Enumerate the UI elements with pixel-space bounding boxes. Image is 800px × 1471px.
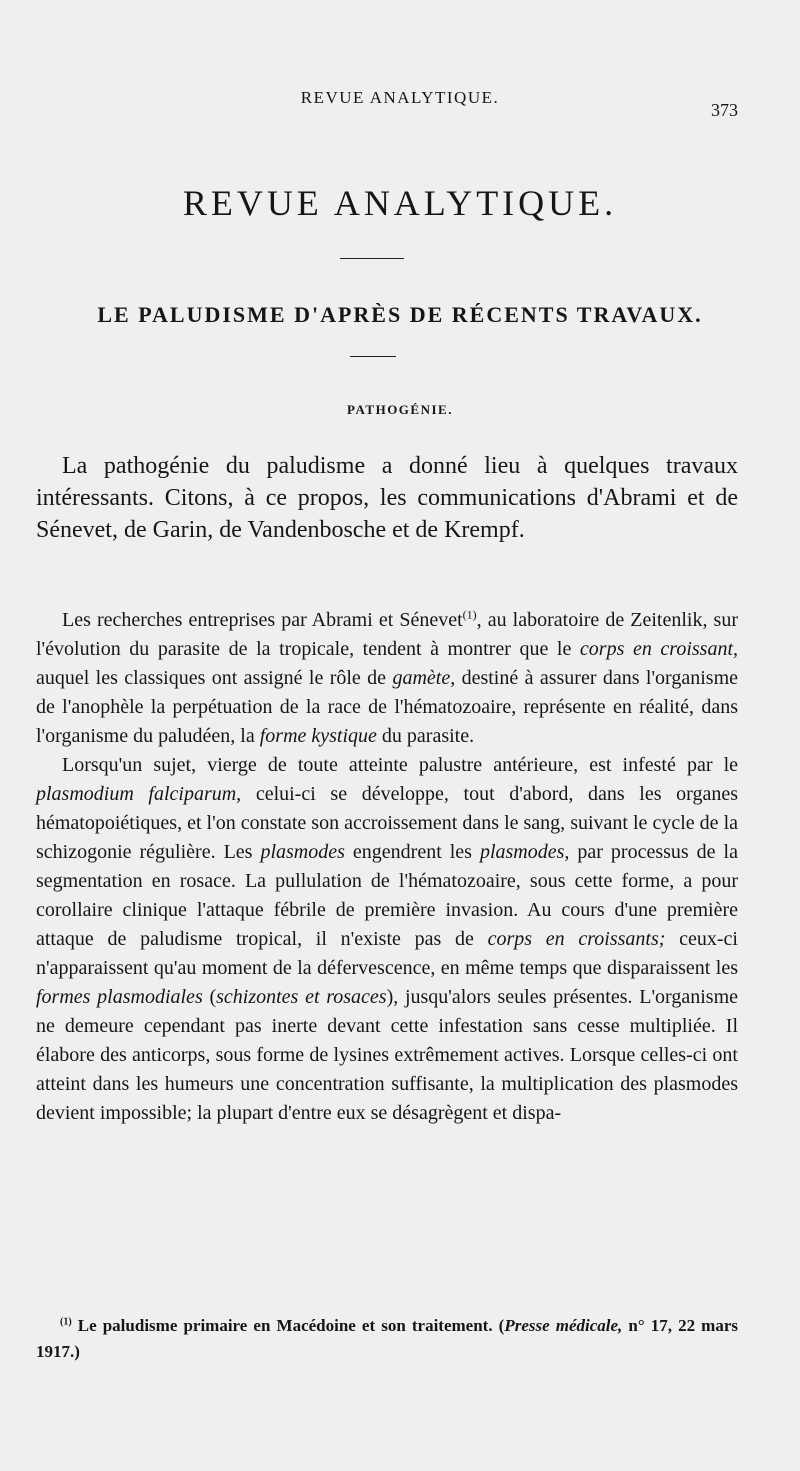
subtitle-rule xyxy=(350,356,396,357)
intro-paragraph: La pathogénie du paludisme a donné lieu à quelques travaux intéressants. Citons, à ce propos, les communications d'Abrami et de Sénevet, de Garin, de Vandenbosche et de Krempf. xyxy=(36,453,738,543)
running-head: REVUE ANALYTIQUE. xyxy=(300,88,500,107)
paragraph-infestation: Lorsqu'un sujet, vierge de toute atteinte palustre antérieure, est infesté par le plasmodium falciparum, celui-ci se développe, tout d'abord, dans les organes hématopoiétiques, et l'on constate son accroissement dans le sang, suivant le cycle de la schizogonie régulière. Les plasmodes engendrent les plasmodes, par processus de la segmentation en rosace. La pullulation de l'hématozoaire, sous cette forme, a pour corollaire clinique l'attaque fébrile de première invasion. Au cours d'une première attaque de paludisme tropical, il n'existe pas de corps en croissants; ceux-ci n'apparaissent qu'au moment de la défervescence, en même temps que disparaissent les formes plasmodiales (schizontes et rosaces), jusqu'alors seules présentes. L'organisme ne demeure cependant pas inerte devant cette infestation sans cesse multipliée. Il élabore des anticorps, sous forme de lysines extrêmement actives. Lorsque celles-ci ont atteint dans les humeurs une concentration suffisante, la multiplication des plasmodes devient impossible; la plupart d'entre eux se désagrègent et dispa- xyxy=(36,754,739,1124)
section-heading: PATHOGÉNIE. xyxy=(347,402,453,417)
footnote-mark: (1) xyxy=(60,1316,72,1328)
title-rule xyxy=(340,258,404,259)
page-number: 373 xyxy=(711,100,738,120)
paragraph-recherches: Les recherches entreprises par Abrami et Sénevet$^{(1)}$, au laboratoire de Zeitenlik, sur l'évolution du parasite de la tropicale, tendent à montrer que le corps en croissant, auquel les classiques ont assigné le rôle de gamète, destiné à assurer dans l'organisme de l'anophèle la perpétuation de la race de l'hématozoaire, représente en réalité, dans l'organisme du paludéen, la forme kystique du parasite. xyxy=(36,607,739,747)
footnote-reference[interactable]: (1) xyxy=(462,607,477,622)
article-subtitle: LE PALUDISME D'APRÈS DE RÉCENTS TRAVAUX. xyxy=(97,302,703,327)
main-title: REVUE ANALYTIQUE. xyxy=(182,183,618,223)
footnote: $^{(1)}$ Le paludisme primaire en Macédoine et son traitement. (Presse médicale, n° 17, 22 mars 1917.) xyxy=(36,1316,738,1361)
body-text xyxy=(36,606,738,1128)
